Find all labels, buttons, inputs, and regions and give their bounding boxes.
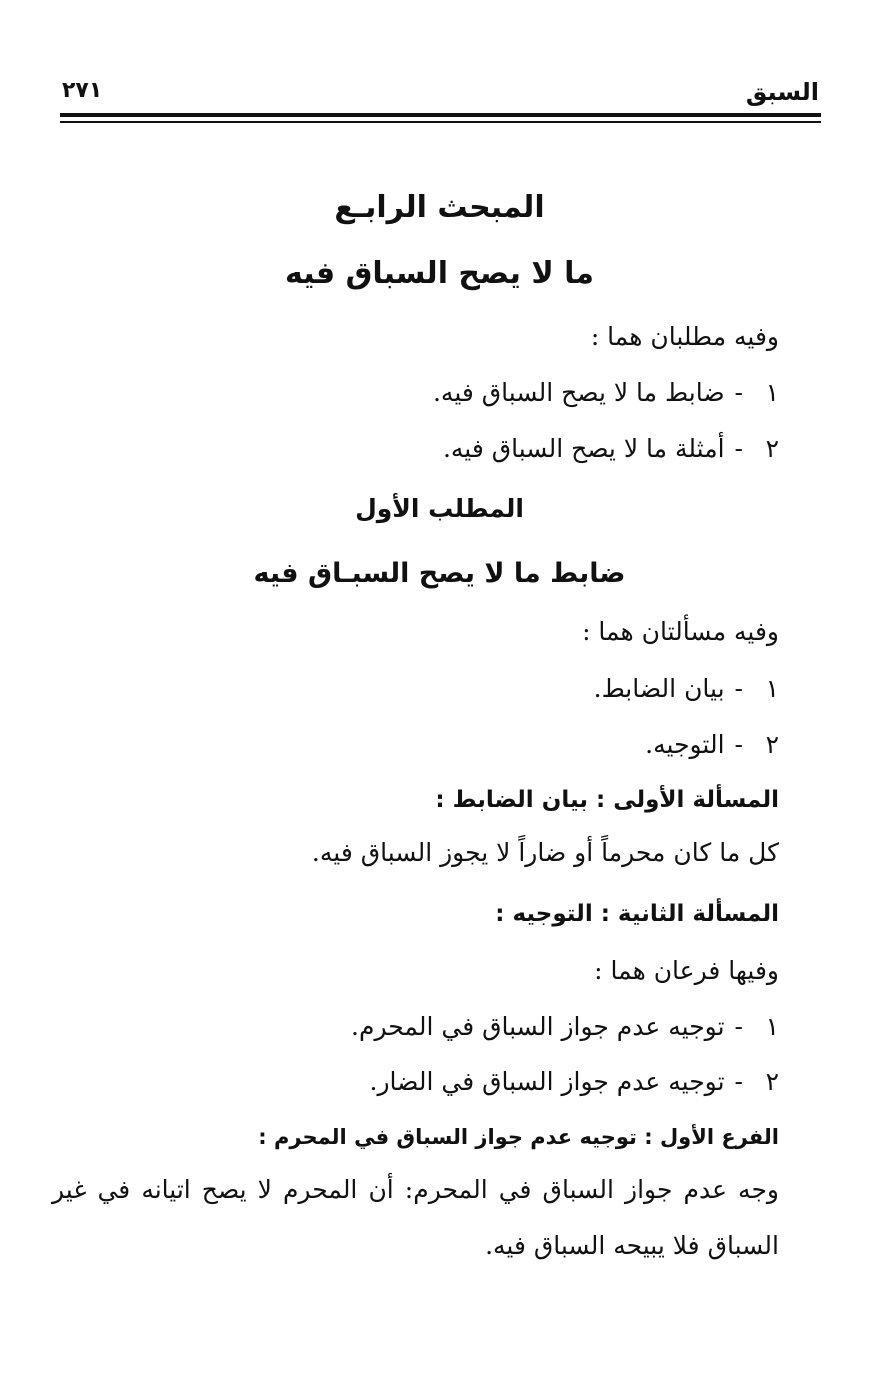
list-dash: - [734, 1012, 743, 1041]
list-dash: - [734, 434, 743, 463]
masala-2-intro: وفيها فرعان هما : [594, 956, 779, 985]
list-item [370, 1067, 779, 1096]
list-item [351, 1012, 779, 1041]
list-item-number: ٢ [765, 1067, 779, 1096]
matlab-intro: وفيه مسألتان هما : [582, 617, 779, 646]
masala-2-heading: المسألة الثانية : التوجيه : [495, 901, 779, 927]
list-dash: - [734, 730, 743, 759]
list-item-number: ٢ [765, 730, 779, 759]
list-item [433, 378, 779, 407]
header-rule-thin [60, 121, 821, 123]
list-item-text: بيان الضابط. [593, 674, 725, 703]
list-item [594, 674, 779, 703]
list-item-text: ضابط ما لا يصح السباق فيه. [432, 378, 725, 407]
list-item-number: ١ [765, 378, 779, 407]
running-header [62, 76, 819, 112]
chapter-heading: المبحث الرابـع [334, 190, 545, 225]
running-header-title: السبق [745, 78, 819, 106]
list-item-number: ١ [765, 1012, 779, 1041]
list-item-text: أمثلة ما لا يصح السباق فيه. [442, 434, 725, 463]
list-item-text: توجيه عدم جواز السباق في الضار. [369, 1067, 725, 1096]
list-item-number: ١ [765, 674, 779, 703]
far-1-heading: الفرع الأول : توجيه عدم جواز السباق في المحرم : [258, 1125, 779, 1149]
masala-1-text: كل ما كان محرماً أو ضاراً لا يجوز السباق فيه. [311, 838, 779, 867]
matlab-title: ضابط ما لا يصح السبـاق فيه [253, 558, 626, 589]
list-item-text: توجيه عدم جواز السباق في المحرم. [351, 1012, 725, 1041]
list-dash: - [734, 1067, 743, 1096]
list-item-number: ٢ [765, 434, 779, 463]
chapter-title: ما لا يصح السباق فيه [285, 256, 594, 291]
matlab-heading: المطلب الأول [355, 494, 524, 523]
masala-1-heading: المسألة الأولى : بيان الضابط : [435, 787, 779, 813]
list-dash: - [734, 378, 743, 407]
list-item [645, 730, 779, 759]
header-rule-thick [60, 113, 821, 117]
list-dash: - [734, 674, 743, 703]
list-item-text: التوجيه. [645, 730, 725, 759]
page-number: ٢٧١ [62, 78, 103, 103]
section-intro: وفيه مطلبان هما : [590, 322, 779, 351]
list-item [443, 434, 779, 463]
far-1-text: وجه عدم جواز السباق في المحرم: أن المحرم لا يصح اتيانه في غير السباق فلا يبيحه السباق فيه. [52, 1175, 779, 1260]
